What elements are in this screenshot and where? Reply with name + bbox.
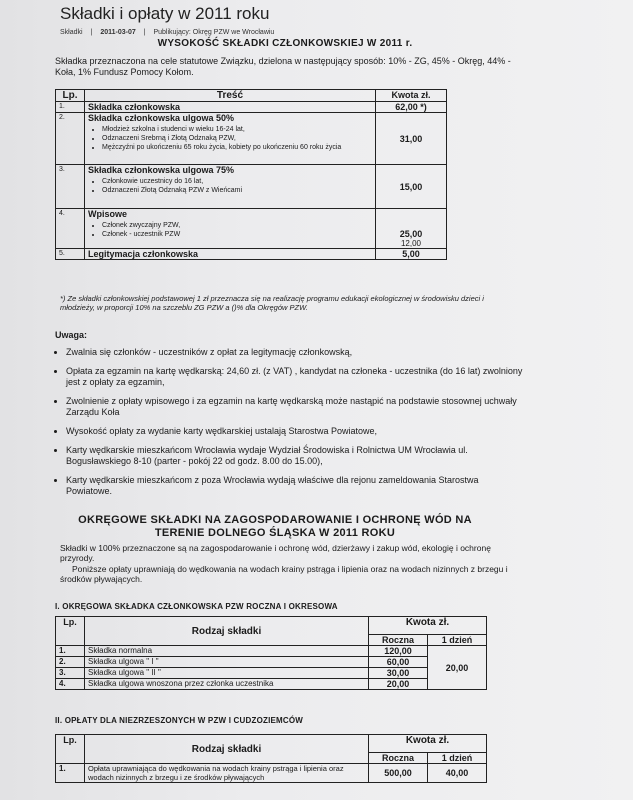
list-item: • Wysokość opłaty za wydanie karty wędkarskiej ustalają Starostwa Powiatowe,	[66, 426, 526, 437]
publish-date: 2011-03-07	[100, 29, 136, 36]
table-row: 4. Wpisowe • Członek zwyczajny PZW, • Członek - uczestnik PZW 25,00 12,00	[56, 209, 447, 249]
sectionII-heading: II. OPŁATY DLA NIEZRZESZONYCH W PZW I CUDZOZIEMCÓW	[55, 716, 304, 725]
table-row: 5. Legitymacja członkowska 5,00	[56, 249, 447, 260]
table-row: 1. Opłata uprawniająca do wędkowania na wodach krainy pstrąga i lipienia oraz wodach nizinnych z brzegu i ze środków pływających 500,00 40,00	[56, 764, 487, 783]
table-row: 2. Składka ulgowa " I " 60,00	[56, 657, 487, 668]
table-row: 3. Składka członkowska ulgowa 75% • Członkowie uczestnicy do 16 lat, • Odznaczeni Złotą Odznaką PZW z Wieńcami 15,00	[56, 165, 447, 209]
col-tresc: Treść	[85, 90, 376, 102]
table-row: 1. Składka członkowska 62,00 *)	[56, 102, 447, 113]
notes-list	[52, 347, 526, 505]
table-row: 3. Składka ulgowa " II " 30,00	[56, 668, 487, 679]
col-lp: Lp.	[56, 90, 85, 102]
membership-fee-table	[55, 89, 447, 260]
section2-heading-line2: TERENIE DOLNEGO ŚLĄSKA W 2011 ROKU	[154, 527, 396, 539]
non-member-fee-table: Lp. Rodzaj składki Kwota zł. Roczna 1 dzień 1. Opłata uprawniająca do wędkowania na wodach krainy pstrąga i lipienia oraz wodach nizinnych z brzegu i ze środków pływających 500,00 40,00	[55, 734, 487, 783]
bullet-list: • Członkowie uczestnicy do 16 lat, • Odznaczeni Złotą Odznaką PZW z Wieńcami	[88, 177, 372, 195]
table-row: 4. Składka ulgowa wnoszona przez członka uczestnika 20,00	[56, 679, 487, 690]
table-row: 1. Składka normalna 120,00 20,00	[56, 646, 487, 657]
section2-heading-line1: OKRĘGOWE SKŁADKI NA ZAGOSPODAROWANIE I OCHRONĘ WÓD NA	[78, 514, 472, 526]
list-item: • Opłata za egzamin na kartę wędkarską: 24,60 zł. (z VAT) , kandydat na członeka - uczestnika (do 16 lat) zwolniony jest z opłaty za egzamin,	[66, 366, 526, 388]
list-item: • Zwolnienie z opłaty wpisowego i za egzamin na kartę wędkarską może nastąpić na podstawie stosownej uchwały Zarządu Koła	[66, 396, 526, 418]
col-kwota: Kwota zł.	[376, 90, 447, 102]
article-meta: Składki | 2011-03-07 | Publikujący: Okręg PZW we Wrocławiu	[60, 29, 275, 36]
list-item: • Karty wędkarskie mieszkańcom Wrocławia wydaje Wydział Środowiska i Rolnictwa UM Wrocławia ul. Bogusławskiego 8-10 (parter - pokój 22 od godz. 8.00 do 15.00),	[66, 445, 526, 467]
notes-heading: Uwaga:	[55, 330, 88, 340]
page-title: Składki i opłaty w 2011 roku	[60, 4, 270, 23]
section1-heading: WYSOKOŚĆ SKŁADKI CZŁONKOWSKIEJ W 2011 r.	[157, 38, 413, 49]
category-label[interactable]: Składki	[60, 29, 83, 36]
section1-intro: Składka przeznaczona na cele statutowe Związku, dzielona w następujący sposób: 10% - ZG, 45% - Okręg, 44% - Koła, 1% Fundusz Pomocy Kołom.	[55, 56, 511, 77]
list-item: • Karty wędkarskie mieszkańcom z poza Wrocławia wydają właściwe dla rejonu zameldowania Starostwa Powiatowe.	[66, 475, 526, 497]
bullet-list: • Młodzież szkolna i studenci w wieku 16-24 lat, • Odznaczeni Srebrną i Złotą Odznaką PZW, • Mężczyźni po ukończeniu 65 roku życia, kobiety po ukończeniu 60 roku życia	[88, 125, 372, 152]
sectionI-heading: I. OKRĘGOWA SKŁADKA CZŁONKOWSKA PZW ROCZNA I OKRESOWA	[55, 602, 338, 611]
table-row: 2. Składka członkowska ulgowa 50% • Młodzież szkolna i studenci w wieku 16-24 lat, • Odznaczeni Srebrną i Złotą Odznaką PZW, • Mężczyźni po ukończeniu 65 roku życia, kobiety po ukończeniu 60 roku życia 31,00	[56, 113, 447, 165]
publisher-label: Publikujący: Okręg PZW we Wrocławiu	[153, 29, 275, 36]
section2-para2: Poniższe opłaty uprawniają do wędkowania na wodach krainy pstrąga i lipienia oraz na wodach nizinnych z brzegu i środków pływających.	[60, 564, 508, 584]
section2-para1: Składki w 100% przeznaczone są na zagospodarowanie i ochronę wód, dzierżawy i zakup wód, ekologię i ochronę przyrody.	[60, 543, 491, 563]
bullet-list: • Członek zwyczajny PZW, • Członek - uczestnik PZW	[88, 221, 372, 239]
footnote: *) Ze składki członkowskiej podstawowej 1 zł przeznacza się na realizację programu edukacji ekologicznej w środowisku dzieci i młodzieży, w proporcji 10% na szczeblu ZG PZW a ()% dla Okręgów PZW.	[60, 294, 484, 312]
list-item: • Zwalnia się członków - uczestników z opłat za legitymację członkowską,	[66, 347, 526, 358]
regional-fee-table: Lp. Rodzaj składki Kwota zł. Roczna 1 dzień 1. Składka normalna 120,00 20,00 2. Składka ulgowa " I " 60,00 3. Składka ulgowa " II " 30,00 4. Składka ulgowa wnoszona przez członka uczestnika 20,00	[55, 616, 487, 690]
